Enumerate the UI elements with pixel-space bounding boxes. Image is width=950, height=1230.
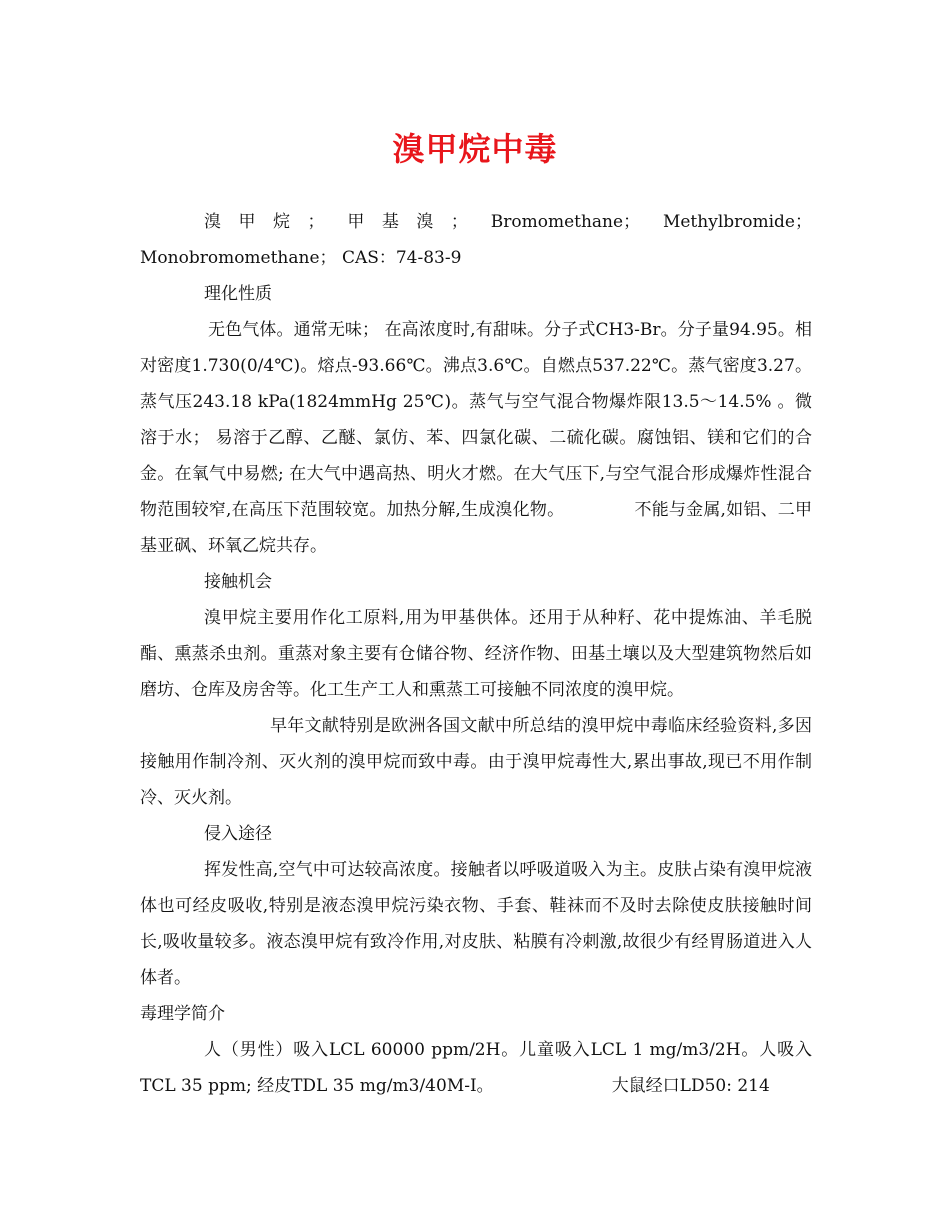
- physchem-text-incompatible: 不能与金属,如铝、二甲基亚砜、环氧乙烷共存。: [140, 500, 812, 556]
- exposure-heading: 接触机会: [204, 572, 272, 592]
- synonyms-text: 溴甲烷； 甲基溴； Bromomethane； Methylbromide； Monobromomethane；: [140, 212, 812, 268]
- toxicology-paragraph: [140, 1032, 812, 1104]
- document-title: 溴甲烷中毒: [392, 130, 558, 168]
- toxicology-text-rat: 大鼠经口LD50: 214: [611, 1076, 770, 1096]
- cas-number: CAS：74-83-9: [341, 248, 462, 268]
- synonyms-paragraph: [140, 204, 812, 276]
- physchem-paragraph: [140, 312, 812, 564]
- physchem-text: 无色气体。通常无味； 在高浓度时,有甜味。分子式CH3-Br。分子量94.95。相对密度1.730(0/4℃)。熔点-93.66℃。沸点3.6℃。自燃点537.22℃。蒸气密度3.27。蒸气压243.18 kPa(1824mmHg 25℃)。蒸气与空气混合物爆炸限13.5～14.5% 。微溶于水； 易溶于乙醇、乙醚、氯仿、苯、四氯化碳、二硫化碳。腐蚀铝、镁和它们的合金。在氧气中易燃; 在大气中遇高热、明火才燃。在大气压下,与空气混合形成爆炸性混合物范围较窄,在高压下范围较宽。加热分解,生成溴化物。: [140, 320, 812, 520]
- document-body: [140, 204, 812, 1104]
- physchem-heading: 理化性质: [204, 284, 272, 304]
- route-heading: 侵入途径: [204, 824, 272, 844]
- route-paragraph: 挥发性高,空气中可达较高浓度。接触者以呼吸道吸入为主。皮肤占染有溴甲烷液体也可经皮吸收,特别是液态溴甲烷污染衣物、手套、鞋袜而不及时去除使皮肤接触时间长,吸收量较多。液态溴甲烷有致冷作用,对皮肤、粘膜有冷刺激,故很少有经胃肠道进入人体者。: [140, 860, 812, 988]
- exposure-paragraph-1: 溴甲烷主要用作化工原料,用为甲基供体。还用于从种籽、花中提炼油、羊毛脱酯、熏蒸杀虫剂。重蒸对象主要有仓储谷物、经济作物、田基土壤以及大型建筑物然后如磨坊、仓库及房舍等。化工生产工人和熏蒸工可接触不同浓度的溴甲烷。: [140, 608, 812, 700]
- toxicology-heading: 毒理学简介: [140, 1004, 225, 1024]
- toxicology-text: 人（男性）吸入LCL 60000 ppm/2H。儿童吸入LCL 1 mg/m3/2H。人吸入TCL 35 ppm; 经皮TDL 35 mg/m3/40M-I。: [140, 1040, 812, 1096]
- exposure-paragraph-2: 早年文献特别是欧洲各国文献中所总结的溴甲烷中毒临床经验资料,多因接触用作制冷剂、灭火剂的溴甲烷而致中毒。由于溴甲烷毒性大,累出事故,现已不用作制冷、灭火剂。: [140, 716, 812, 808]
